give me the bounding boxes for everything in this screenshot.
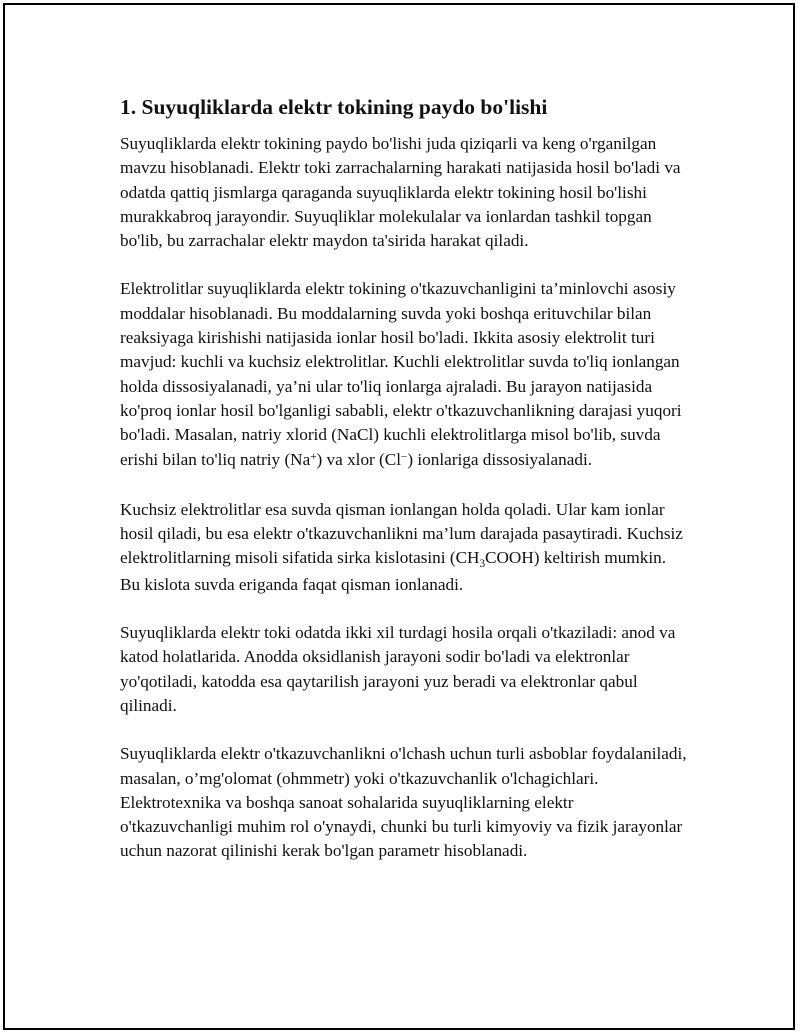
document-content [120, 93, 690, 888]
paragraph-text: COOH) keltirish mumkin. Bu kislota suvda eriganda faqat qisman ionlanadi. [120, 548, 666, 594]
superscript-charge: + [310, 450, 317, 463]
section-heading: 1. Suyuqliklarda elektr tokining paydo bo'lishi [120, 95, 548, 119]
subscript-number: 3 [479, 558, 486, 571]
page-frame [3, 3, 795, 1030]
paragraph-text: Kuchsiz elektrolitlar esa suvda qisman ionlangan holda qoladi. Ular kam ionlar hosil qiladi, bu esa elektr o'tkazuvchanlikni ma’lum darajada pasaytiradi. Kuchsiz elektrolitlarning misoli sifatida sirka kislotasini (CH [120, 499, 683, 568]
paragraph-measurement: Suyuqliklarda elektr o'tkazuvchanlikni o'lchash uchun turli asboblar foydalaniladi, masalan, o’mg'olomat (ohmmetr) yoki o'tkazuvchanlik o'lchagichlari. Elektrotexnika va boshqa sanoat sohalarida suyuqliklarning elektr o'tkazuvchanligi muhim rol o'ynaydi, chunki bu turli kimyoviy va fizik jarayonlar uchun nazorat qilinishi kerak bo'lgan parametr hisoblanadi. [120, 744, 687, 861]
paragraph-text: ) va xlor (Cl [316, 449, 402, 469]
paragraph-text: ) ionlariga dissosiyalanadi. [407, 449, 593, 469]
paragraph-intro: Suyuqliklarda elektr tokining paydo bo'lishi juda qiziqarli va keng o'rganilgan mavzu hisoblanadi. Elektr toki zarrachalarning harakati natijasida hosil bo'ladi va odatda qattiq jismlarga qaraganda suyuqliklarda elektr tokining hosil bo'lishi murakkabroq jarayondir. Suyuqliklar molekulalar va ionlardan tashkil topgan bo'lib, bu zarrachalar elektr maydon ta'sirida harakat qiladi. [120, 134, 681, 251]
paragraph-electrodes: Suyuqliklarda elektr toki odatda ikki xil turdagi hosila orqali o'tkaziladi: anod va katod holatlarida. Anodda oksidlanish jarayoni sodir bo'ladi va elektronlar yo'qotiladi, katodda esa qaytarilish jarayoni yuz beradi va elektronlar qabul qilinadi. [120, 623, 676, 715]
superscript-charge: − [401, 450, 408, 463]
paragraph-weak-electrolytes [120, 498, 690, 597]
paragraph-text: Elektrolitlar suyuqliklarda elektr tokining o'tkazuvchanligini ta’minlovchi asosiy moddalar hisoblanadi. Bu moddalarning suvda yoki boshqa erituvchilar bilan reaksiyaga kirishishi natijasida ionlar hosil bo'ladi. Ikkita asosiy elektrolit turi mavjud: kuchli va kuchsiz elektrolitlar. Kuchli elektrolitlar suvda to'liq ionlangan holda dissosiyalanadi, ya’ni ular to'liq ionlarga ajraladi. Bu jarayon natijasida ko'proq ionlar hosil bo'lganligi sababli, elektr o'tkazuvchanlikning darajasi yuqori bo'ladi. Masalan, natriy xlorid (NaCl) kuchli elektrolitlarga misol bo'lib, suvda erishi bilan to'liq natriy (Na [120, 279, 682, 469]
paragraph-electrolytes [120, 277, 690, 473]
